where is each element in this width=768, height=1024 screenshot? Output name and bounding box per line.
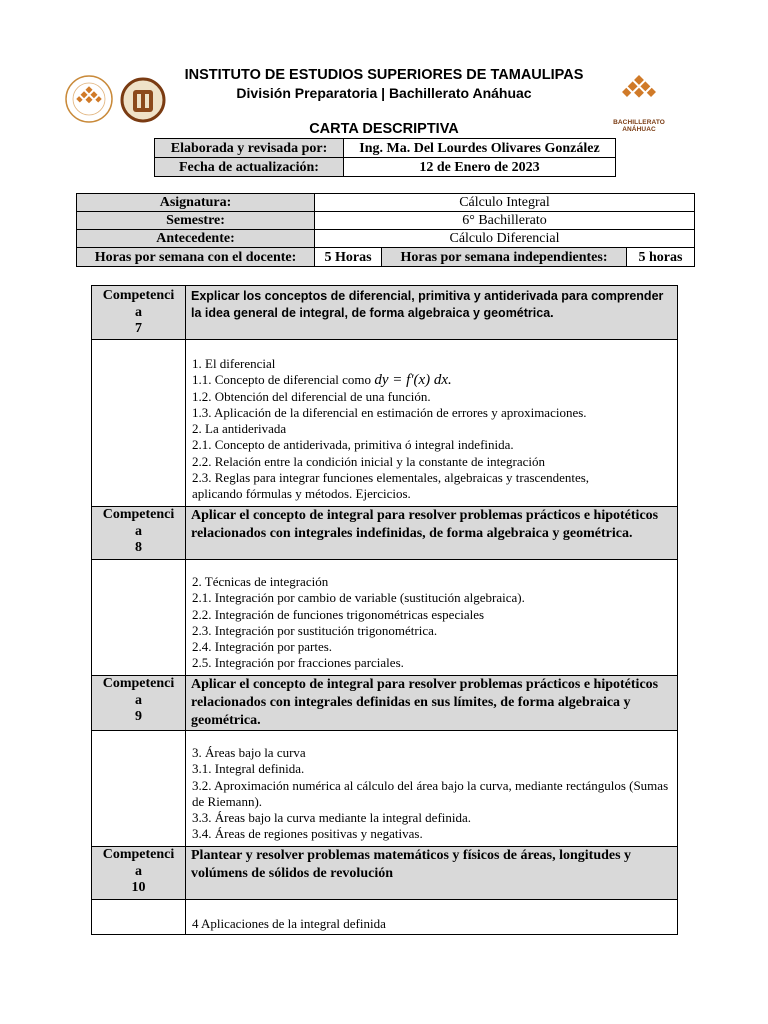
date-value: 12 de Enero de 2023 <box>344 158 616 177</box>
contents-row <box>92 900 678 935</box>
competency-row <box>92 507 678 560</box>
competency-number: 10 <box>131 880 146 895</box>
antecedent-value: Cálculo Diferencial <box>315 230 695 248</box>
empty-cell <box>92 900 186 935</box>
empty-cell <box>92 731 186 847</box>
competency-description: Explicar los conceptos de diferencial, primitiva y antiderivada para comprender la idea general de integral, de forma algebraica y geométrica. <box>186 286 678 340</box>
bachillerato-anahuac-logo-text: BACHILLERATO ANÁHUAC <box>613 119 665 133</box>
competency-description: Aplicar el concepto de integral para resolver problemas prácticos e hipotéticos relacionados con integrales definidas en sus límites, de forma algebraica y geométrica. <box>186 676 678 731</box>
subject-value: Cálculo Integral <box>315 194 695 212</box>
hours-teacher-label: Horas por semana con el docente: <box>77 248 315 267</box>
competencies-table <box>91 285 678 935</box>
competency-contents: 3. Áreas bajo la curva 3.1. Integral definida. 3.2. Aproximación numérica al cálculo del área bajo la curva, mediante rectángulos (Sumas de Riemann). 3.3. Áreas bajo la curva mediante la integral definida. 3.4. Áreas de regiones positivas y negativas. <box>186 731 678 847</box>
differential-formula: dy = f'(x) dx. <box>374 372 452 389</box>
competency-description: Plantear y resolver problemas matemáticos y físicos de áreas, longitudes y volúmens de sólidos de revolución <box>186 847 678 900</box>
contents-row <box>92 340 678 507</box>
contents-row <box>92 731 678 847</box>
competency-row <box>92 847 678 900</box>
subject-label: Asignatura: <box>77 194 315 212</box>
document-title: CARTA DESCRIPTIVA <box>309 121 459 137</box>
competency-label: Competenci a 8 <box>92 507 186 560</box>
course-info-table <box>76 193 695 267</box>
competency-number: 7 <box>135 321 142 336</box>
division-subtitle: División Preparatoria | Bachillerato Anáhuac <box>236 85 532 101</box>
competency-label: Competenci a 9 <box>92 676 186 731</box>
competency-number: 9 <box>135 709 142 724</box>
competency-row <box>92 676 678 731</box>
competency-label: Competenci a 7 <box>92 286 186 340</box>
semester-value: 6° Bachillerato <box>315 212 695 230</box>
hours-teacher-value: 5 Horas <box>315 248 382 267</box>
competency-contents: 4 Aplicaciones de la integral definida <box>186 900 678 935</box>
competency-contents: 2. Técnicas de integración 2.1. Integración por cambio de variable (sustitución algebraica). 2.2. Integración de funciones trigonométricas especiales 2.3. Integración por sustitución trigonométrica. 2.4. Integración por partes. 2.5. Integración por fracciones parciales. <box>186 560 678 676</box>
competency-label: Competenci a 10 <box>92 847 186 900</box>
contents-row <box>92 560 678 676</box>
hours-indep-label: Horas por semana independientes: <box>382 248 627 267</box>
date-label: Fecha de actualización: <box>155 158 344 177</box>
competency-description: Aplicar el concepto de integral para resolver problemas prácticos e hipotéticos relacionados con integrales indefinidas, de forma algebraica y geométrica. <box>186 507 678 560</box>
competency-row <box>92 286 678 340</box>
differential-line: 1.1. Concepto de diferencial como dy = f'(x) dx. <box>192 372 452 389</box>
antecedent-label: Antecedente: <box>77 230 315 248</box>
competency-number: 8 <box>135 540 142 555</box>
document-meta-table <box>154 138 616 177</box>
author-value: Ing. Ma. Del Lourdes Olivares González <box>344 139 616 158</box>
hours-indep-value: 5 horas <box>627 248 695 267</box>
semester-label: Semestre: <box>77 212 315 230</box>
institution-title: INSTITUTO DE ESTUDIOS SUPERIORES DE TAMAULIPAS <box>184 67 584 83</box>
empty-cell <box>92 340 186 507</box>
empty-cell <box>92 560 186 676</box>
competency-contents: 1. El diferencial 1.1. Concepto de diferencial como dy = f'(x) dx. 1.2. Obtención del diferencial de una función. 1.3. Aplicación de la diferencial en estimación de errores y aproximaciones. 2. La antiderivada 2.1. Concepto de antiderivada, primitiva ó integral indefinida. 2.2. Relación entre la condición inicial y la constante de integración 2.3. Reglas para integrar funciones elementales, algebraicas y trascendentes, aplicando fórmulas y métodos. Ejercicios. <box>186 340 678 507</box>
author-label: Elaborada y revisada por: <box>155 139 344 158</box>
